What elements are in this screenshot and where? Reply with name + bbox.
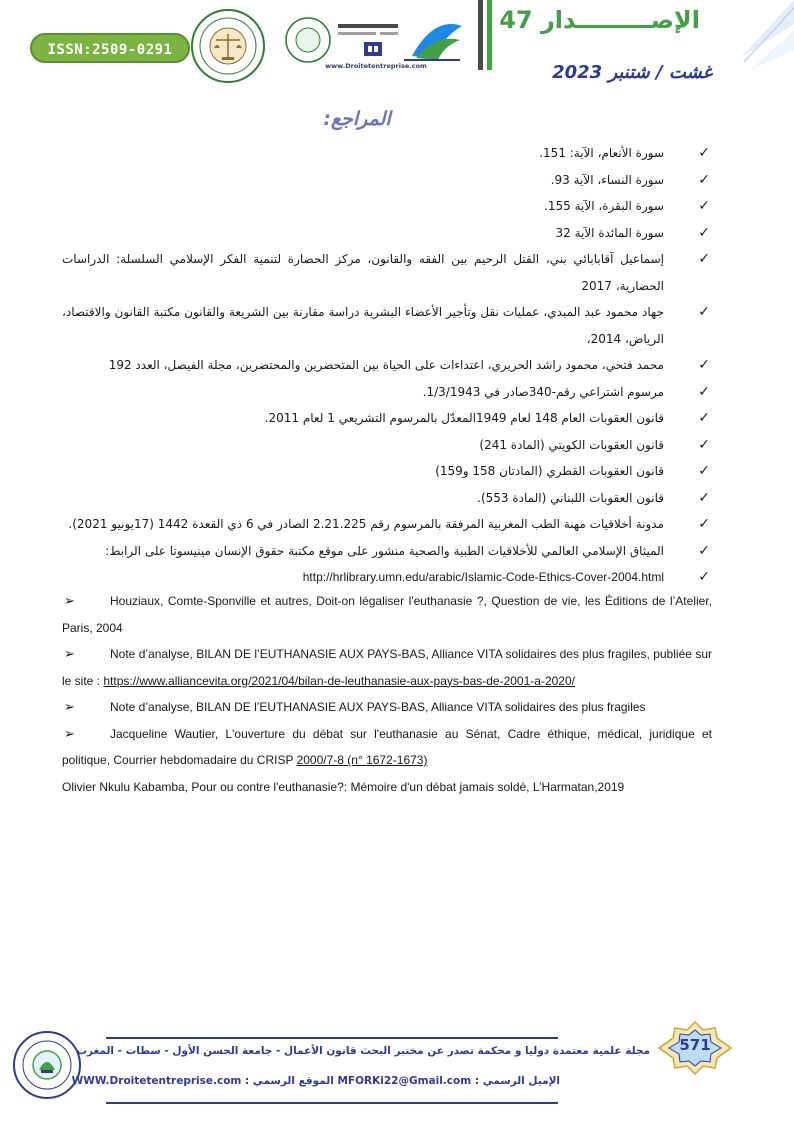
checkmark-icon: ✓: [698, 357, 710, 373]
list-item: ✓ مرسوم اشتراعي رقم-340صادر في 1/3/1943.: [62, 379, 712, 406]
reference-link[interactable]: https://www.alliancevita.org/2021/04/bilan-de-leuthanasie-aux-pays-bas-de-2001-a-2020/: [103, 673, 575, 688]
checkmark-icon: ✓: [698, 251, 710, 267]
university-seal-logo: [12, 1030, 82, 1100]
issue-date: غشت / شتنبر 2023: [552, 62, 712, 83]
footer-journal-info: مجلة علمية معتمدة دوليا و محكمة تصدر عن مختبر البحث قانون الأعمال - جامعة الحسن الأول - سطات - المغرب: [76, 1045, 650, 1057]
reference-link[interactable]: 2000/7-8 (n° 1672-1673): [296, 753, 428, 767]
journal-logo: [284, 6, 466, 68]
footer-contact-info: الإميل الرسمي : MFORKi22@Gmail.com الموقع الرسمي : WWW.Droitetentreprise.com: [71, 1075, 560, 1087]
list-item: [62, 564, 712, 591]
checkmark-icon: ✓: [698, 410, 710, 426]
lab-seal-logo: [190, 8, 266, 84]
checkmark-icon: ✓: [698, 383, 710, 400]
list-item: ✓ مدونة أخلاقيات مهنة الطب المغربية المرفقة بالمرسوم رقم 2.21.225 الصادر في 6 ذي القعدة 1442 (17يونيو 2021).: [62, 511, 712, 538]
checkmark-icon: ✓: [698, 542, 710, 559]
arabic-references-list: [62, 140, 712, 591]
list-item: ✓ الميثاق الإسلامي العالمي للأخلاقيات الطبية والصحية منشور على موقع مكتبة حقوق الإنسان مينيسوتا على الرابط:: [62, 538, 712, 565]
checkmark-icon: ✓: [698, 145, 710, 161]
footer-rule-bottom: [106, 1102, 558, 1104]
list-item: ✓ قانون العقوبات الكويتي (المادة 241): [62, 432, 712, 459]
header-divider-green: [487, 0, 492, 70]
header-divider-dark: [478, 0, 483, 70]
checkmark-icon: ✓: [698, 516, 710, 532]
list-item: ✓ إسماعيل آقابابائي بني، القتل الرحيم بين الفقه والقانون، مركز الحضارة لتنمية الفكر الإسلامي السلسلة: الدراسات الحضارية، 2017: [62, 246, 712, 299]
list-item: ➢ Note d’analyse, BILAN DE l’EUTHANASIE AUX PAYS-BAS, Alliance VITA solidaires des plus fragiles, publiée sur le site : https://www.alliancevita.org/2021/04/bilan-de-leuthanasie-aux-pays-bas-de-2001-a-2020/: [62, 641, 712, 694]
plain-reference: Olivier Nkulu Kabamba, Pour ou contre l'euthanasie?: Mémoire d'un débat jamais soldé, L’Harmatan,2019: [62, 779, 625, 794]
checkmark-icon: ✓: [698, 171, 710, 188]
checkmark-icon: ✓: [698, 436, 710, 453]
list-item: ➢ Jacqueline Wautier, L'ouverture du débat sur l'euthanasie au Sénat, Cadre éthique, médical, juridique et politique, Courrier hebdomadaire du CRISP 2000/7-8 (n° 1672-1673): [62, 721, 712, 774]
reference-url[interactable]: http://hrlibrary.umn.edu/arabic/Islamic-Code-Ethics-Cover-2004.html: [302, 570, 664, 584]
references-title: المراجع:: [323, 108, 391, 130]
arrow-bullet-icon: ➢: [64, 725, 75, 741]
corner-decoration: [720, 0, 794, 110]
checkmark-icon: ✓: [698, 224, 710, 241]
list-item: ➢ Houziaux, Comte-Sponville et autres, Doit-on légaliser l'euthanasie ?, Question de vie, les Éditions de l’Atelier, Paris, 2004: [62, 588, 712, 641]
list-item: ✓ جهاد محمود عبد المبدي، عمليات نقل وتأجير الأعضاء البشرية دراسة مقارنة بين الشريعة والقانون مكتبة القانون والاقتصاد، الرياض، 2014،: [62, 299, 712, 352]
list-item: ✓ سورة الأنعام، الآية: 151.: [62, 140, 712, 167]
website-url-small: www.Droitetentreprise.com: [325, 62, 427, 70]
list-item: ✓ قانون العقوبات العام 148 لعام 1949المعدّل بالمرسوم التشريعي 1 لعام 2011.: [62, 405, 712, 432]
checkmark-icon: ✓: [698, 198, 710, 214]
page-number: 571: [679, 1036, 711, 1054]
list-item: ✓ سورة البقرة، الآية 155.: [62, 193, 712, 220]
arrow-bullet-icon: ➢: [64, 646, 75, 661]
list-item: ✓ محمد فتحي، محمود راشد الحريري، اعتداءات على الحياة بين المتحضرين والمحتضرين، مجلة الفيصل، العدد 192: [62, 352, 712, 379]
list-item: ✓ قانون العقوبات القطري (المادتان 158 و159): [62, 458, 712, 485]
list-item: ✓ سورة النساء، الآية 93.: [62, 167, 712, 194]
arrow-bullet-icon: ➢: [64, 593, 75, 608]
latin-references-list: [62, 588, 712, 800]
arrow-bullet-icon: ➢: [64, 699, 75, 714]
checkmark-icon: ✓: [698, 463, 710, 479]
checkmark-icon: ✓: [698, 304, 710, 320]
page-header: [0, 0, 794, 110]
list-item: ✓ قانون العقوبات اللبناني (المادة 553).: [62, 485, 712, 512]
checkmark-icon: ✓: [698, 569, 710, 585]
footer-rule-top: [106, 1037, 558, 1039]
issn-badge: ISSN:2509-0291: [30, 33, 190, 63]
checkmark-icon: ✓: [698, 489, 710, 506]
list-item: ✓ سورة المائدة الآية 32: [62, 220, 712, 247]
issue-number: الإصـــــــــدار 47: [499, 6, 700, 34]
list-item: ➢ Note d’analyse, BILAN DE l’EUTHANASIE AUX PAYS-BAS, Alliance VITA solidaires des plus fragiles: [62, 694, 712, 721]
